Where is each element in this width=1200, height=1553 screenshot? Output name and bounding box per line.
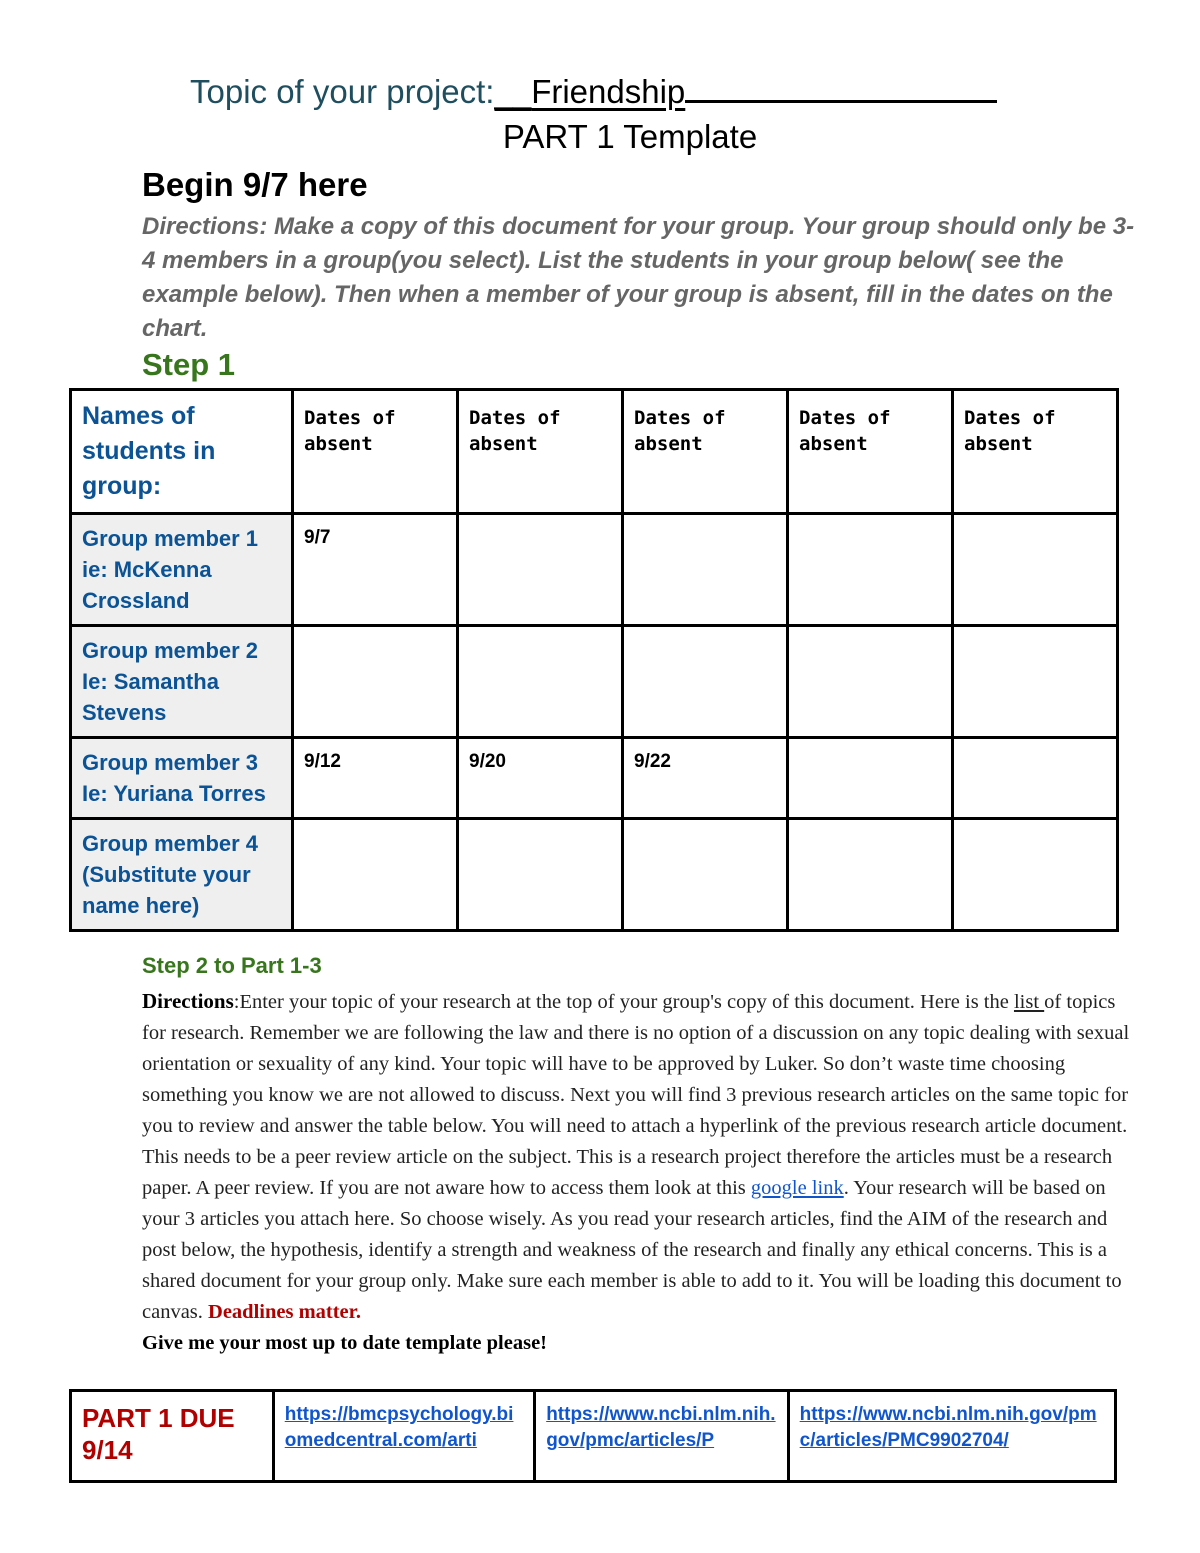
google-link[interactable]: google link: [750, 1177, 844, 1199]
page-title: PART 1 Template: [502, 118, 758, 155]
date-header: Dates of absent: [623, 390, 788, 514]
topic-label: Topic of your project:: [190, 73, 495, 110]
date-cell[interactable]: 9/12: [293, 738, 458, 819]
absence-table: [69, 388, 1119, 932]
date-cell[interactable]: [788, 514, 953, 626]
date-cell[interactable]: [458, 819, 623, 931]
date-cell[interactable]: [788, 626, 953, 738]
date-cell[interactable]: [458, 514, 623, 626]
part1-links-table: [69, 1389, 1117, 1483]
date-cell[interactable]: [293, 819, 458, 931]
date-header: Dates of absent: [458, 390, 623, 514]
date-cell[interactable]: [953, 514, 1118, 626]
member-name-cell[interactable]: Group member 4 (Substitute your name here): [71, 819, 293, 931]
date-cell[interactable]: 9/22: [623, 738, 788, 819]
table-row: [71, 819, 1118, 931]
directions-text: Directions: Make a copy of this document for your group. Your group should only be 3-4 members in a group(you select). List the students in your group below( see the example below). Then when a member of your group is absent, fill in the dates on the chart.: [142, 213, 1135, 342]
topic-underline: [685, 70, 997, 103]
names-header: Names of students in group:: [71, 390, 293, 514]
date-cell[interactable]: 9/20: [458, 738, 623, 819]
date-cell[interactable]: [953, 738, 1118, 819]
date-header: Dates of absent: [293, 390, 458, 514]
date-cell[interactable]: [623, 514, 788, 626]
topic-text: Friendship: [531, 73, 686, 110]
member-name-cell[interactable]: Group member 1 ie: McKenna Crossland: [71, 514, 293, 626]
article-link[interactable]: https://www.ncbi.nlm.nih.gov/pmc/articles/P: [535, 1391, 788, 1482]
directions-text-3: . Your research will be based on your 3 articles you attach here. So choose wisely. As you read your research articles, find the AIM of the research and post below, the hypothesis, identify a strength and weakness of the research and finally any ethical concerns. This is a shared document for your group only. Make sure each member is able to add to it. You will be loading this document to canvas.: [142, 1177, 1122, 1323]
date-cell[interactable]: [293, 626, 458, 738]
table-row: [71, 1391, 1116, 1482]
date-cell[interactable]: [953, 819, 1118, 931]
step2-heading: Step 2 to Part 1-3: [142, 953, 322, 978]
table-row: [71, 626, 1118, 738]
date-cell[interactable]: 9/7: [293, 514, 458, 626]
table-header-row: [71, 390, 1118, 514]
date-cell[interactable]: [623, 819, 788, 931]
article-link[interactable]: https://bmcpsychology.biomedcentral.com/arti: [273, 1391, 534, 1482]
date-cell[interactable]: [788, 819, 953, 931]
date-cell[interactable]: [458, 626, 623, 738]
step2-directions: [142, 986, 1132, 1359]
table-row: [71, 514, 1118, 626]
member-name-cell[interactable]: Group member 3 Ie: Yuriana Torres: [71, 738, 293, 819]
directions-text-2: of topics for research. Remember we are following the law and there is no option of a discussion on any topic dealing with sexual orientation or sexuality of any kind. Your topic will have to be approved by Luker. So don’t waste time choosing something you know we are not allowed to discuss. Next you will find 3 previous research articles on the same topic for you to review and answer the table below. You will need to attach a hyperlink of the previous research article document. This needs to be a peer review article on the subject. This is a research project therefore the articles must be a research paper. A peer review. If you are not aware how to access them look at this: [142, 991, 1130, 1199]
topic-line: [190, 70, 997, 111]
directions-heading: Directions: [142, 989, 234, 1013]
begin-heading: Begin 9/7 here: [142, 166, 368, 203]
deadline-note: Deadlines matter.: [208, 1301, 362, 1323]
date-header: Dates of absent: [953, 390, 1118, 514]
due-date-cell: PART 1 DUE 9/14: [71, 1391, 274, 1482]
date-cell[interactable]: [623, 626, 788, 738]
table-row: [71, 738, 1118, 819]
member-name-cell[interactable]: Group member 2 Ie: Samantha Stevens: [71, 626, 293, 738]
give-me-note: Give me your most up to date template please!: [142, 1332, 548, 1354]
directions-text-1: :Enter your topic of your research at the top of your group's copy of this document. Here is the: [233, 991, 1014, 1013]
article-link[interactable]: https://www.ncbi.nlm.nih.gov/pmc/articles/PMC9902704/: [788, 1391, 1115, 1482]
date-cell[interactable]: [788, 738, 953, 819]
list-link[interactable]: list: [1013, 991, 1045, 1013]
topic-prefix: __: [494, 73, 532, 110]
step1-heading: Step 1: [142, 347, 236, 382]
topic-value: [494, 73, 685, 110]
date-header: Dates of absent: [788, 390, 953, 514]
date-cell[interactable]: [953, 626, 1118, 738]
